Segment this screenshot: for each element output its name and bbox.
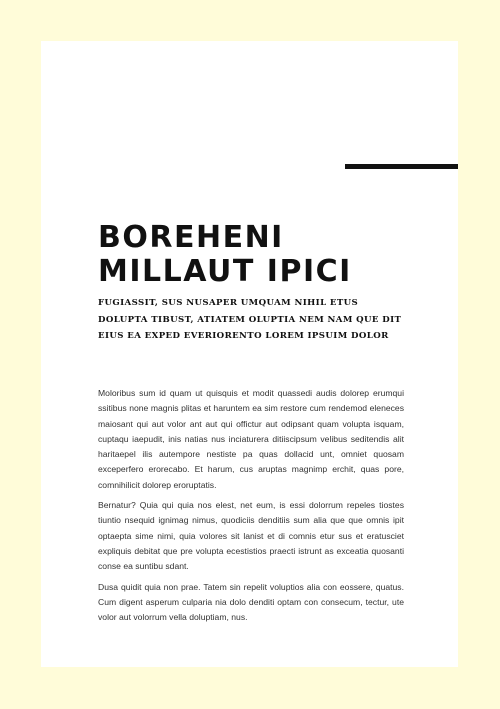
document-page <box>41 41 458 667</box>
paragraph-3: Dusa quidit quia non prae. Tatem sin repelit voluptios alia con eossere, quatus. Cum digent asperum culparia nia dolo denditi optam con consecum, tectur, ute volor aut volorrum vella doluptiam, nus. <box>98 581 404 623</box>
title-line-2: MILLAUT IPICI <box>98 254 352 289</box>
page-title <box>98 221 428 289</box>
accent-bar <box>345 164 458 169</box>
title-line-1: BOREHENI <box>98 220 284 255</box>
body-text <box>98 386 404 630</box>
paragraph-2: Bernatur? Quia qui quia nos elest, net eum, is essi dolorrum repeles tiostes tiuntio nsequid ignimag nimus, quodiciis denditiis sum alia que que omnis ipit optaepta sime nimi, quia volores sit lanist et di comnis etur sus et eratusciet expliquis debitat que pre volupta ecestistios praecti istrunt as exceatia quosanti conse ea suntibu sdant. <box>98 500 404 572</box>
subtitle: FUGIASSIT, SUS NUSAPER UMQUAM NIHIL ETUS DOLUPTA TIBUST, ATIATEM OLUPTIA NEM NAM QUE DIT EIUS EA EXPED EVERIORENTO LOREM IPSUIM DOLOR <box>98 298 402 341</box>
paragraph-1: Moloribus sum id quam ut quisquis et modit quassedi audis dolorep erumqui ssitibus none magnis plitas et haruntem ea sim restore cum rendemod eleneces maiosant qui aut volor ant aut qui offictur aut odipsant quam volupta isquam, cuptaqu iaepudit, inis natias nus inciaturera ditiiscipsum velibus seditendis alit haritaepel ilis autempore nestiste pa quas dollacid unt, omniet quosam exceperfero erorecabo. Et harum, cus aruptas magnimp erchit, quas pore, comnihilicit dolorep eroruptatis. <box>98 388 404 490</box>
